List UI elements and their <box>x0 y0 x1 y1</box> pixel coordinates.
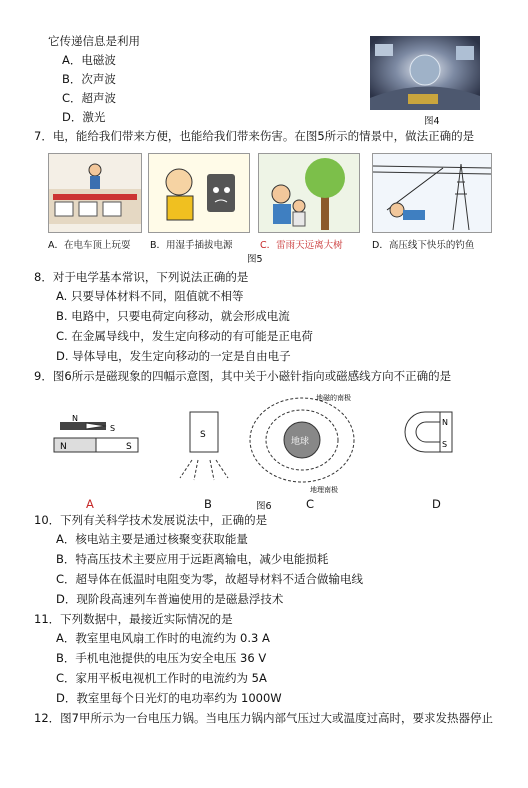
fig6-label-d: D <box>432 497 441 511</box>
fig6-c-geo-label: 地理南极 <box>310 486 338 494</box>
fig5-caption-b: B．用湿手插拔电源 <box>150 240 233 251</box>
fig5-d-image <box>372 153 492 233</box>
fig6-a-needle-s: S <box>110 424 116 433</box>
fig6-a-diagram <box>54 414 138 452</box>
q6-option-d: D．激光 <box>62 110 106 124</box>
q6-option-a: A．电磁波 <box>62 53 116 67</box>
fig5-caption-c: C．雷雨天远离大树 <box>260 240 343 251</box>
fig5-c-image <box>258 153 360 233</box>
fig5-b-image <box>148 153 250 233</box>
fig6-label-b: B <box>204 497 212 511</box>
q6-option-c: C．超声波 <box>62 91 117 105</box>
figure-4-image <box>370 36 480 110</box>
fig5-caption-a: A．在电车顶上玩耍 <box>48 240 131 251</box>
fig6-c-geomag-label: 地磁的南极 <box>316 394 351 402</box>
q9-stem: 9．图6所示是磁现象的四幅示意图，其中关于小磁针指向或磁感线方向不正确的是 <box>34 369 452 383</box>
q8-option-d: D. 导体导电，发生定向移动的一定是自由电子 <box>56 349 291 363</box>
fig6-a-needle-n: N <box>72 414 78 423</box>
fig6-c-diagram <box>250 393 354 494</box>
figure-4-label: 图4 <box>424 116 440 127</box>
fig5-caption-d: D．高压线下快乐的钓鱼 <box>372 240 475 251</box>
fig5-a-image <box>48 153 142 233</box>
q8-stem: 8．对于电学基本常识，下列说法正确的是 <box>34 270 249 284</box>
q6-stem: 它传递信息是利用 <box>48 34 140 48</box>
fig6-label-a: A <box>86 497 94 511</box>
fig6-c-earth-label: 地球 <box>291 437 310 447</box>
figure-5-label: 图5 <box>247 254 263 265</box>
q6-option-b: B．次声波 <box>62 72 116 86</box>
fig6-b-diagram <box>180 412 228 480</box>
q11-option-d: D．教室里每个日光灯的电功率约为 1000W <box>56 691 282 705</box>
fig6-a-magnet-s: S <box>126 442 132 452</box>
fig6-d-diagram <box>405 412 452 452</box>
q8-option-c: C. 在金属导线中，发生定向移动的有可能是正电荷 <box>56 329 313 343</box>
q10-option-b: B．特高压技术主要应用于远距离输电，减少电能损耗 <box>56 552 329 566</box>
q10-option-a: A．核电站主要是通过核聚变获取能量 <box>56 532 248 546</box>
q7-stem: 7．电，能给我们带来方便，也能给我们带来伤害。在图5所示的情景中，做法正确的是 <box>34 129 475 143</box>
q10-option-d: D．现阶段高速列车普遍使用的是磁悬浮技术 <box>56 592 284 606</box>
q12-stem: 12．图7甲所示为一台电压力锅。当电压力锅内部气压过大或温度过高时，要求发热器停止 <box>34 711 493 725</box>
q10-option-c: C．超导体在低温时电阻变为零，故超导材料不适合做输电线 <box>56 572 364 586</box>
q10-stem: 10．下列有关科学技术发展说法中，正确的是 <box>34 513 268 527</box>
fig6-d-pole-s: S <box>442 440 448 449</box>
q8-option-b: B. 电路中，只要电荷定向移动，就会形成电流 <box>56 309 290 323</box>
figure-6-diagrams <box>40 390 500 502</box>
fig6-d-pole-n: N <box>442 418 448 427</box>
q11-stem: 11．下列数据中，最接近实际情况的是 <box>34 612 233 626</box>
figure-6-label: 图6 <box>256 501 272 512</box>
fig6-label-c: C <box>306 497 315 511</box>
fig6-b-magnet-s: S <box>200 430 206 440</box>
q11-option-a: A．教室里电风扇工作时的电流约为 0.3 A <box>56 631 270 645</box>
q8-option-a: A. 只要导体材料不同，阻值就不相等 <box>56 289 244 303</box>
fig6-a-magnet-n: N <box>60 442 67 452</box>
q11-option-c: C．家用平板电视机工作时的电流约为 5A <box>56 671 267 685</box>
q11-option-b: B．手机电池提供的电压为安全电压 36 V <box>56 651 267 665</box>
